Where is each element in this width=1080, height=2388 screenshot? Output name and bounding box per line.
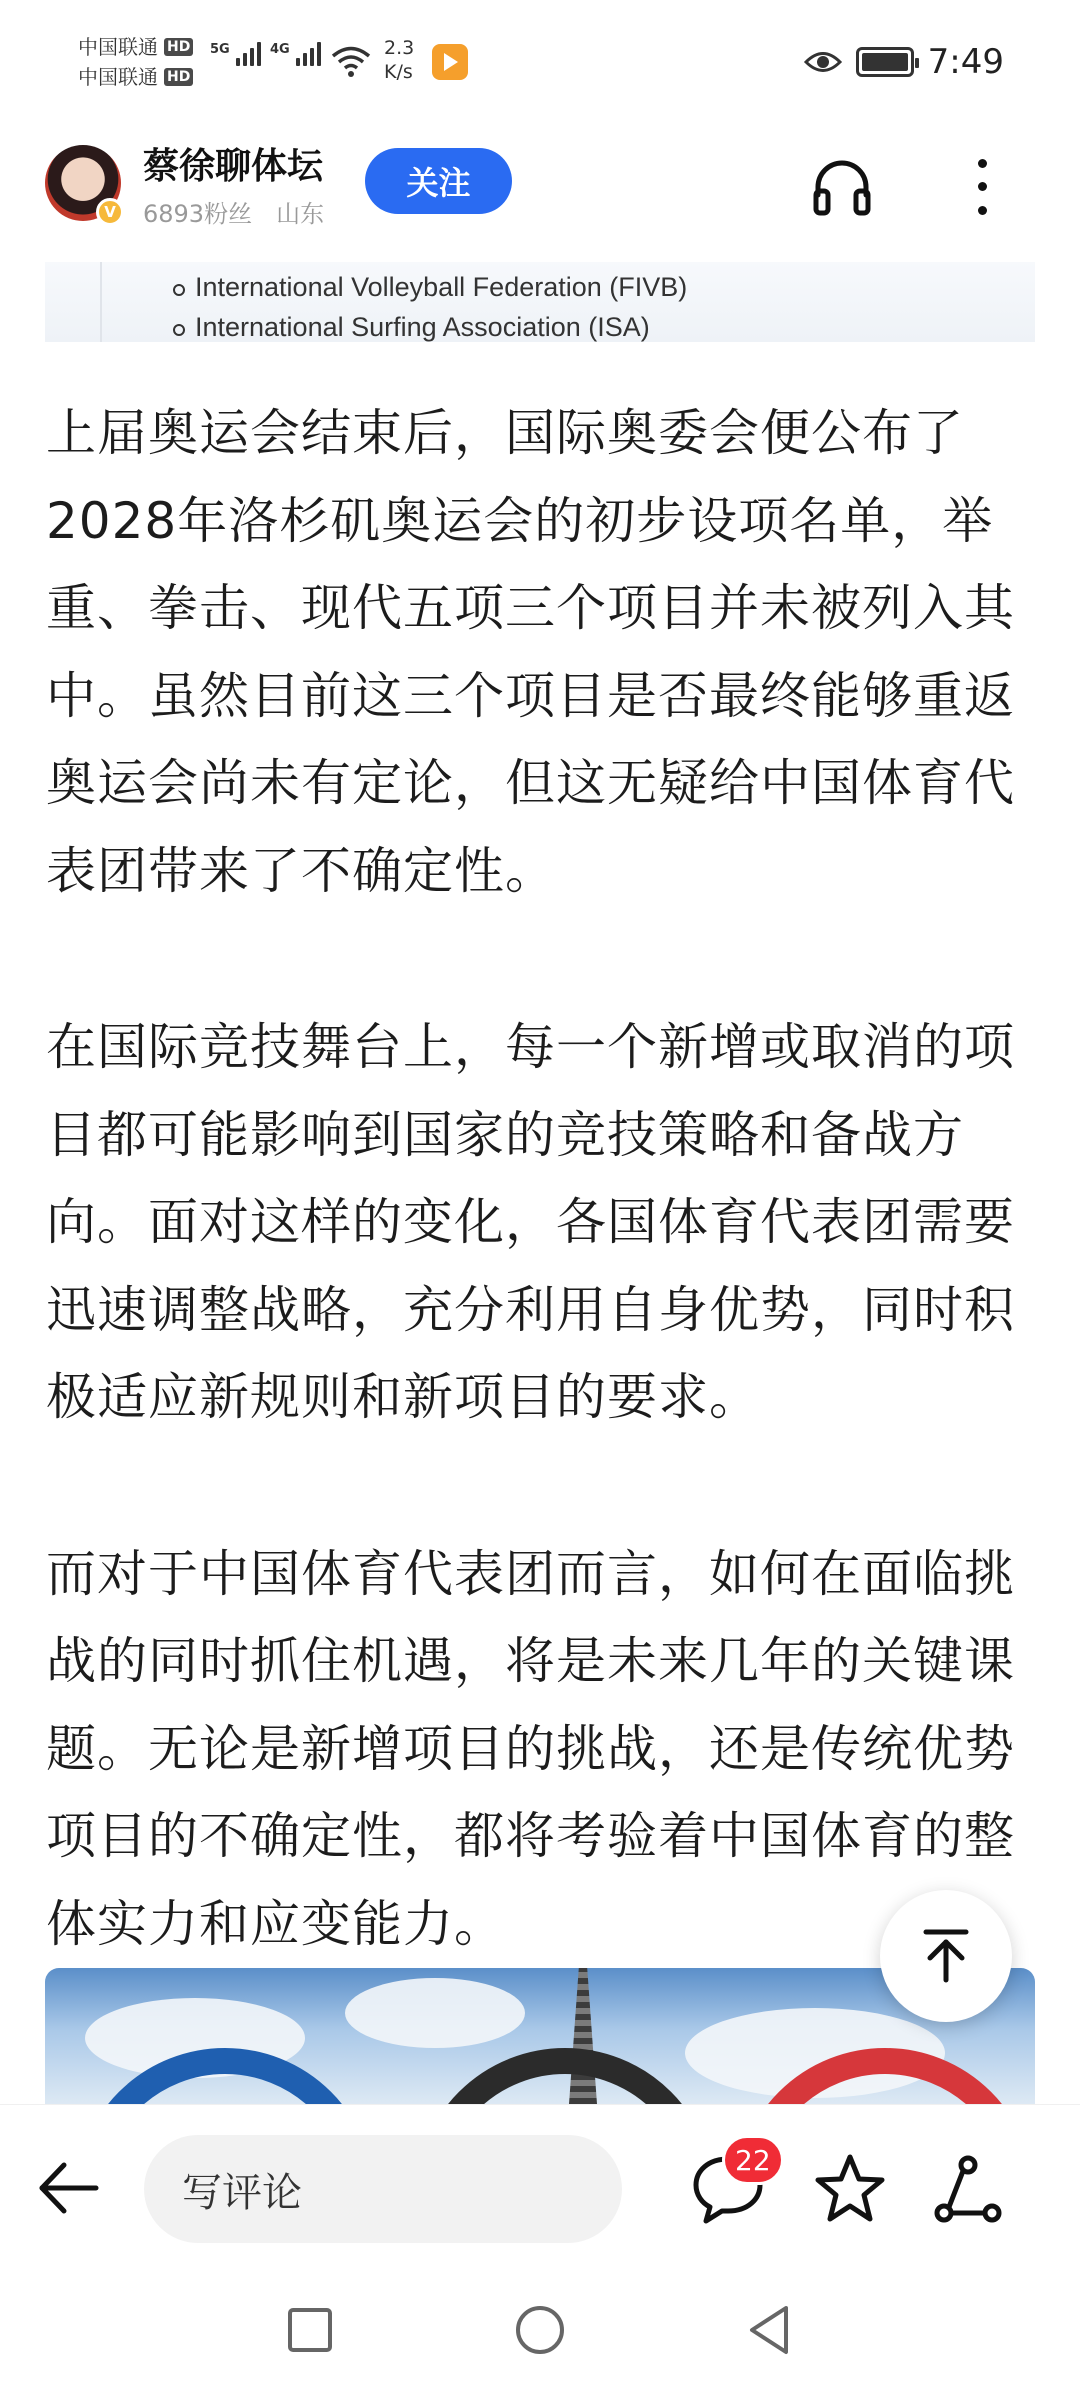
star-icon[interactable] [812, 2151, 888, 2227]
status-bar [0, 0, 1080, 130]
battery-icon [856, 47, 914, 77]
author-meta [143, 194, 324, 229]
article-image[interactable] [45, 1968, 1035, 2104]
hd-badge: HD [164, 38, 193, 56]
author-location: 山东 [276, 200, 325, 228]
carrier-1: 中国联通 [78, 35, 158, 59]
hd-badge: HD [164, 68, 193, 86]
signal-icon: 5G [210, 42, 261, 66]
recent-apps-icon[interactable] [280, 2300, 340, 2360]
article-paragraph: 而对于中国体育代表团而言，如何在面临挑战的同时抓住机遇，将是未来几年的关键课题。无论是新增项目的挑战，还是传统优势项目的不确定性，都将考验着中国体育的整体实力和应变能力。 [46, 1544, 1015, 1953]
article-paragraph: 上届奥运会结束后，国际奥委会便公布了2028年洛杉矶奥运会的初步设项名单，举重、拳击、现代五项三个项目并未被列入其中。虽然目前这三个项目是否最终能够重返奥运会尚未有定论，但这无疑给中国体育代表团带来了不确定性。 [46, 404, 1015, 900]
headphone-icon[interactable] [810, 155, 874, 219]
clock: 7:49 [927, 42, 1004, 82]
bottom-action-bar [0, 2104, 1080, 2272]
article-image-partial [45, 262, 1035, 342]
comment-count-badge: 22 [722, 2135, 784, 2185]
article-paragraph: 在国际竞技舞台上，每一个新增或取消的项目都可能影响到国家的竞技策略和备战方向。面对这样的变化，各国体育代表团需要迅速调整战略，充分利用自身优势，同时积极适应新规则和新项目的要求。 [46, 1018, 1015, 1426]
home-icon[interactable] [510, 2300, 570, 2360]
article-body [46, 390, 1036, 2057]
follower-count: 6893粉丝 [143, 200, 253, 228]
signal-icon: 4G [270, 42, 321, 66]
olympic-ring-black [415, 2048, 715, 2104]
comment-input[interactable]: 写评论 [144, 2135, 622, 2243]
back-arrow-icon[interactable] [34, 2153, 104, 2223]
eye-icon [804, 49, 842, 75]
back-nav-icon[interactable] [740, 2300, 800, 2360]
carrier-2: 中国联通 [78, 65, 158, 89]
more-options-icon[interactable] [964, 152, 1000, 222]
status-right [804, 42, 1004, 82]
image-text-line: International Surfing Association (ISA) [195, 312, 650, 342]
arrow-up-icon [920, 1928, 972, 1984]
verified-badge-icon: V [96, 198, 124, 226]
network-speed: 2.3 K/s [384, 37, 415, 83]
system-nav-bar [0, 2272, 1080, 2388]
share-icon[interactable] [930, 2151, 1006, 2227]
back-to-top-button[interactable] [880, 1890, 1012, 2022]
carrier-info [78, 32, 193, 92]
author-name[interactable]: 蔡徐聊体坛 [143, 146, 324, 187]
author-header [0, 130, 1080, 245]
video-app-icon [432, 44, 468, 80]
wifi-icon [330, 44, 372, 78]
follow-button[interactable]: 关注 [365, 148, 512, 214]
image-text-line: International Volleyball Federation (FIVB) [195, 272, 688, 302]
